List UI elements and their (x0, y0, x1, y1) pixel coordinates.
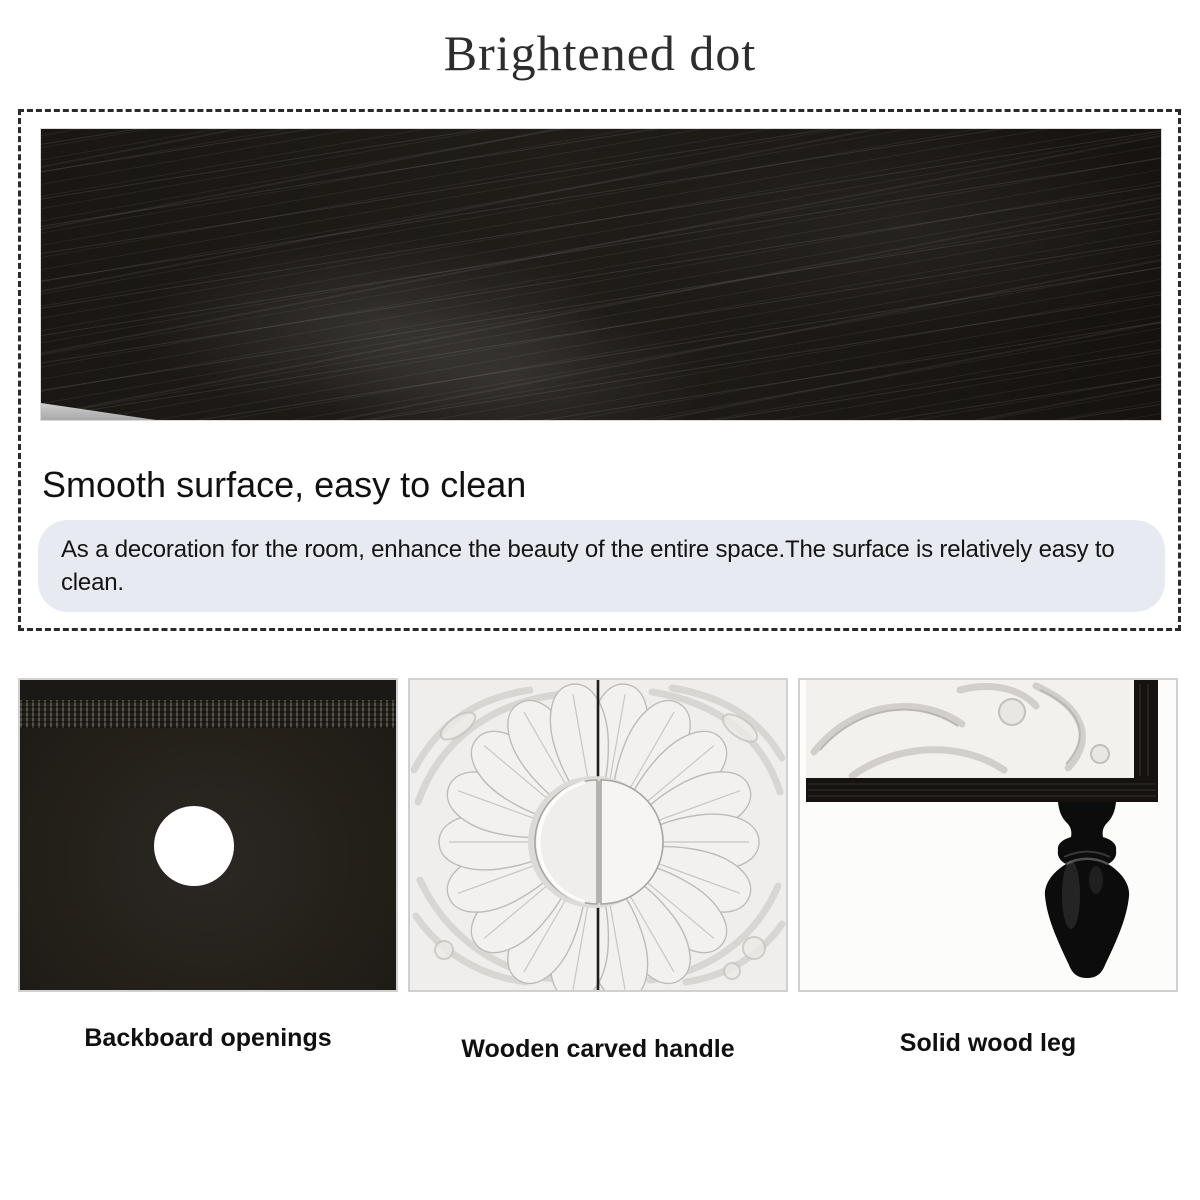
carved-handle-image (410, 680, 786, 990)
backboard-opening-image (20, 680, 396, 990)
hero-wood-grain-image (40, 128, 1162, 421)
feature-card-wood-leg (798, 678, 1178, 992)
backboard-top-edge (20, 680, 396, 700)
wood-edge-sliver (41, 403, 156, 420)
round-split-handle (528, 776, 663, 908)
description-pill: As a decoration for the room, enhance the beauty of the entire space.The surface is relatively easy to clean. (38, 520, 1165, 612)
feature-caption-leg: Solid wood leg (899, 1029, 1077, 1057)
feature-card-carved-handle (408, 678, 788, 992)
backboard-grain-strip (20, 700, 396, 728)
feature-card-backboard-openings (18, 678, 398, 992)
feature-caption-backboard: Backboard openings (84, 1024, 332, 1052)
feature-caption-handle: Wooden carved handle (461, 1035, 735, 1063)
section-heading: Smooth surface, easy to clean (42, 464, 527, 505)
carved-panel (806, 680, 1136, 780)
cable-hole-circle (154, 806, 234, 886)
wood-leg-image (800, 680, 1176, 990)
page-title: Brightened dot (443, 25, 757, 81)
